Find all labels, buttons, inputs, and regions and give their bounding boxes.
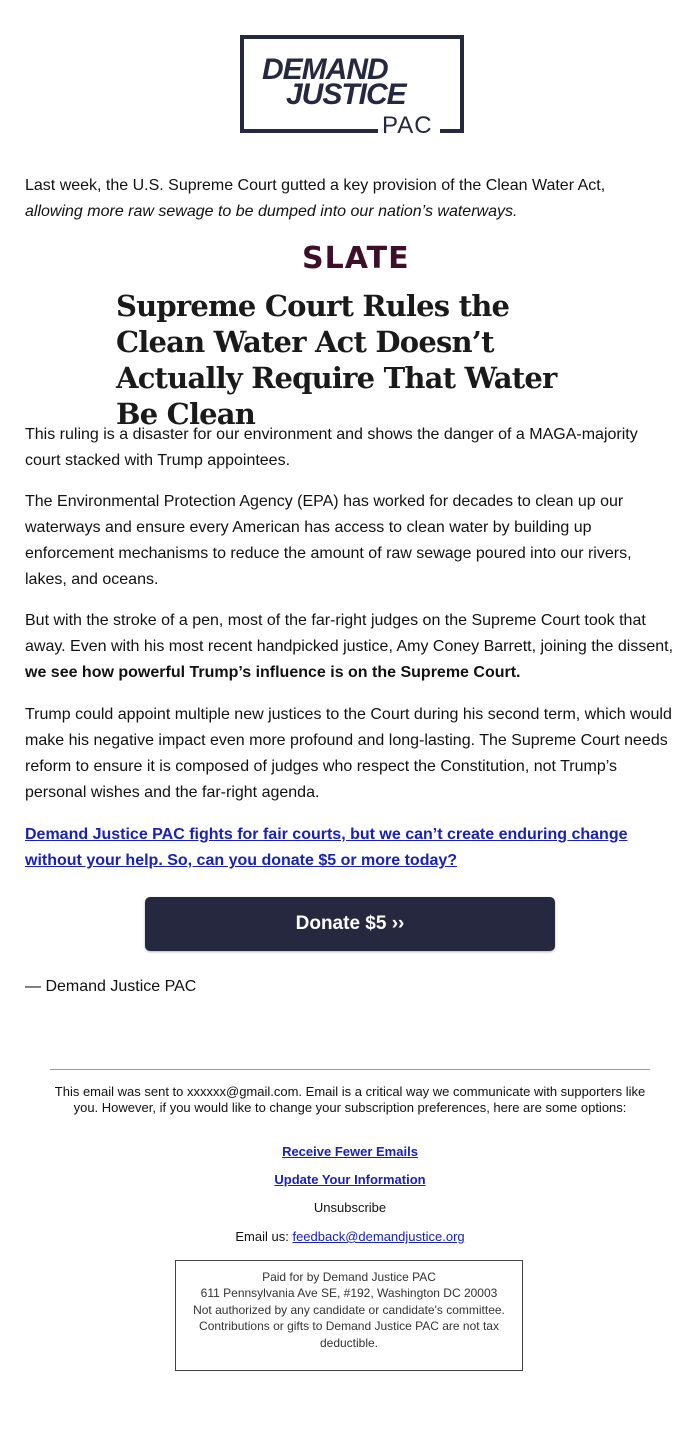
email-us-line: [50, 1229, 650, 1245]
logo-word-demand: DEMAND: [262, 53, 388, 86]
receive-fewer-emails-link-row: [50, 1144, 650, 1160]
logo-frame-bottom-right: [440, 129, 460, 133]
paid-for-disclaimer: [175, 1260, 523, 1371]
paid-for-line: Paid for by Demand Justice PAC: [262, 1270, 436, 1284]
article-headline[interactable]: Supreme Court Rules the Clean Water Act Doesn’t Actually Require That Water Be Clean: [116, 289, 557, 431]
email-us-label: Email us:: [235, 1229, 289, 1244]
footer-divider: [50, 1069, 650, 1070]
feedback-email-link[interactable]: feedback@demandjustice.org: [292, 1229, 465, 1244]
intro-paragraph: [25, 173, 675, 225]
intro-text: Last week, the U.S. Supreme Court gutted a key provision of the Clean Water Act,: [25, 177, 606, 194]
body-paragraph-3: [25, 608, 675, 686]
body-paragraph-2: The Environmental Protection Agency (EPA) has worked for decades to clean up our waterways and ensure every American has access to clean water by building up enforcement mechanisms to reduce the amount of raw sewage poured into our rivers, lakes, and oceans.: [25, 493, 632, 588]
unsubscribe-link[interactable]: Unsubscribe: [313, 1200, 387, 1215]
donate-button[interactable]: Donate $5 ››: [145, 897, 555, 951]
donate-cta-link[interactable]: Demand Justice PAC fights for fair courts, but we can’t create enduring change without your help. So, can you donate $5 or more today?: [25, 826, 628, 869]
footer-notice: This email was sent to xxxxxx@gmail.com. Email is a critical way we communicate with supporters like you. However, if you would like to change your subscription preferences, here are some options:: [54, 1084, 646, 1115]
logo-frame-bottom-left: [240, 129, 378, 133]
slate-logo: SLATE: [302, 241, 410, 276]
update-information-link[interactable]: Update Your Information: [274, 1172, 426, 1187]
logo-word-pac: PAC: [382, 112, 433, 139]
signature: — Demand Justice PAC: [25, 978, 197, 995]
body-paragraph-1: This ruling is a disaster for our environment and shows the danger of a MAGA-majority court stacked with Trump appointees.: [25, 426, 638, 469]
intro-italic-text: allowing more raw sewage to be dumped into our nation’s waterways.: [25, 203, 518, 220]
receive-fewer-emails-link[interactable]: Receive Fewer Emails: [282, 1144, 418, 1159]
tax-notice-line: Contributions or gifts to Demand Justice PAC are not tax deductible.: [199, 1319, 499, 1350]
not-authorized-line: Not authorized by any candidate or candidate's committee.: [193, 1302, 505, 1317]
update-information-link-row: [50, 1172, 650, 1188]
address-line: 611 Pennsylvania Ave SE, #192, Washington DC 20003: [200, 1286, 498, 1301]
body-paragraph-3-text: But with the stroke of a pen, most of the far-right judges on the Supreme Court took that away. Even with his most recent handpicked justice, Amy Coney Barrett, joining the dissent,: [25, 612, 674, 655]
logo-word-justice: JUSTICE: [286, 78, 406, 111]
body-paragraph-3-bold: we see how powerful Trump’s influence is on the Supreme Court.: [25, 664, 521, 681]
body-paragraph-4: Trump could appoint multiple new justices to the Court during his second term, which would make his negative impact even more profound and long-lasting. The Supreme Court needs reform to ensure it is composed of judges who respect the Constitution, not Trump’s personal wishes and the far-right agenda.: [25, 706, 672, 801]
